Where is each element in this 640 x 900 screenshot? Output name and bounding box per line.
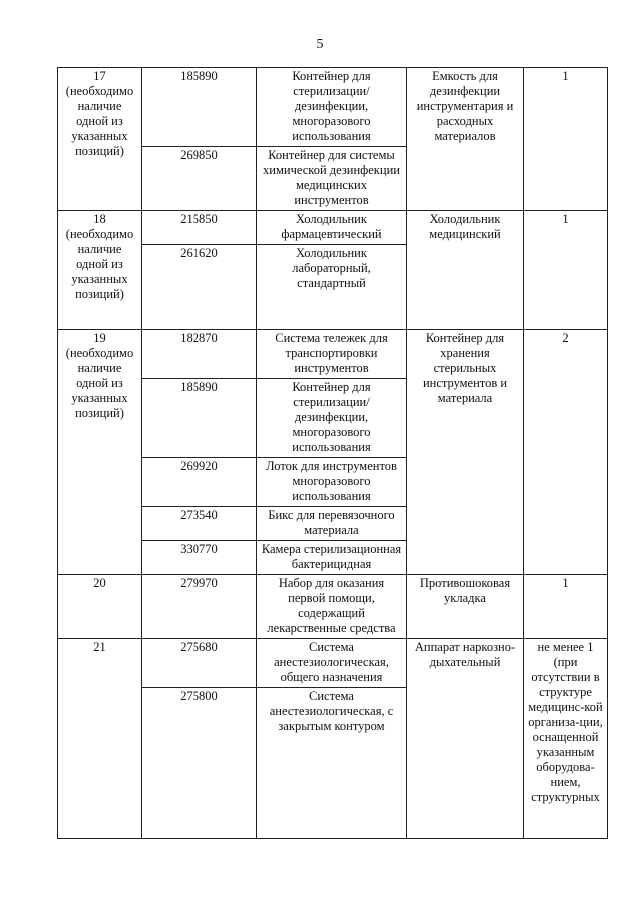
- item-code: 261620: [142, 245, 257, 330]
- item-name: Бикс для перевязочного материала: [257, 507, 407, 541]
- equipment-type: Холодильник медицинский: [407, 211, 524, 330]
- item-name: Система анестезиологическая, с закрытым контуром: [257, 688, 407, 839]
- equipment-type: Противошоковая укладка: [407, 575, 524, 639]
- quantity: 1: [524, 211, 608, 330]
- quantity: 1: [524, 68, 608, 211]
- item-code: 330770: [142, 541, 257, 575]
- item-code: 275800: [142, 688, 257, 839]
- item-code: 279970: [142, 575, 257, 639]
- item-name: Холодильник фармацевтический: [257, 211, 407, 245]
- row-number: 17 (необходимо наличие одной из указанных позиций): [58, 68, 142, 211]
- equipment-table: [57, 67, 608, 839]
- table-row: [58, 211, 608, 245]
- item-name: Холодильник лабораторный, стандартный: [257, 245, 407, 330]
- item-code: 215850: [142, 211, 257, 245]
- quantity: 2: [524, 330, 608, 575]
- quantity: 1: [524, 575, 608, 639]
- item-name: Контейнер для системы химической дезинфекции медицинских инструментов: [257, 147, 407, 211]
- table-row: [58, 639, 608, 688]
- item-name: Камера стерилизационная бактерицидная: [257, 541, 407, 575]
- item-name: Набор для оказания первой помощи, содержащий лекарственные средства: [257, 575, 407, 639]
- page-number: 5: [316, 37, 324, 52]
- item-code: 269850: [142, 147, 257, 211]
- item-code: 273540: [142, 507, 257, 541]
- item-name: Контейнер для стерилизации/ дезинфекции, многоразового использования: [257, 68, 407, 147]
- item-code: 275680: [142, 639, 257, 688]
- item-name: Контейнер для стерилизации/ дезинфекции, многоразового использования: [257, 379, 407, 458]
- row-number: 19 (необходимо наличие одной из указанных позиций): [58, 330, 142, 575]
- equipment-type: Контейнер для хранения стерильных инструментов и материала: [407, 330, 524, 575]
- row-number: 21: [58, 639, 142, 839]
- item-name: Система тележек для транспортировки инструментов: [257, 330, 407, 379]
- item-name: Лоток для инструментов многоразового использования: [257, 458, 407, 507]
- item-code: 269920: [142, 458, 257, 507]
- item-code: 182870: [142, 330, 257, 379]
- table-row: [58, 68, 608, 147]
- item-name: Система анестезиологическая, общего назначения: [257, 639, 407, 688]
- item-code: 185890: [142, 68, 257, 147]
- quantity: не менее 1 (при отсутствии в структуре медицинс-кой организа-ции, оснащенной указанным оборудова-нием, структурных: [524, 639, 608, 839]
- equipment-type: Аппарат наркозно-дыхательный: [407, 639, 524, 839]
- item-code: 185890: [142, 379, 257, 458]
- row-number: 20: [58, 575, 142, 639]
- table-row: [58, 330, 608, 379]
- row-number: 18 (необходимо наличие одной из указанных позиций): [58, 211, 142, 330]
- table-row: [58, 575, 608, 639]
- equipment-type: Емкость для дезинфекции инструментария и расходных материалов: [407, 68, 524, 211]
